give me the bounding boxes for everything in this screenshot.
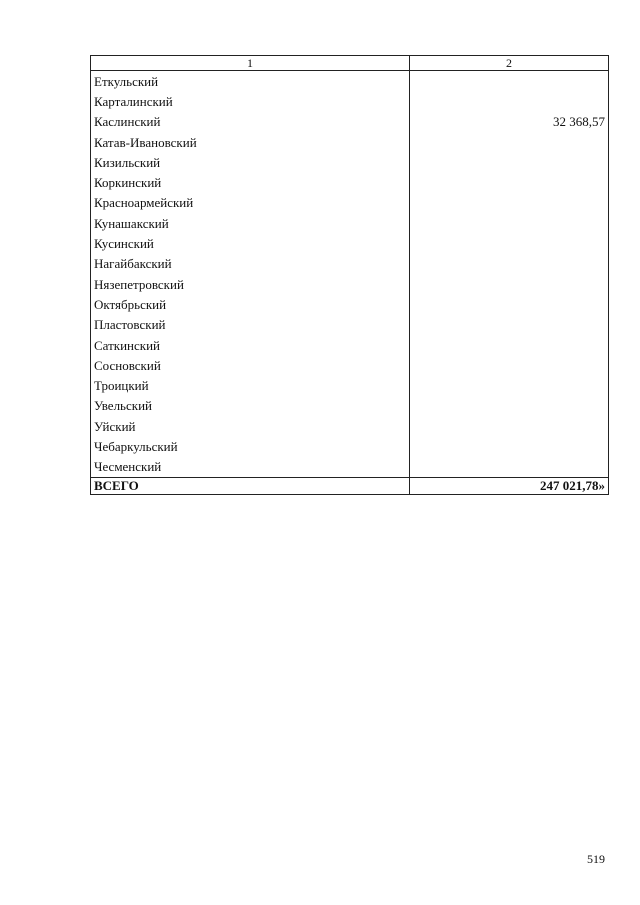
district-value xyxy=(410,436,609,456)
header-row xyxy=(91,56,609,71)
district-value xyxy=(410,274,609,294)
district-name: Карталинский xyxy=(91,91,410,111)
district-value xyxy=(410,254,609,274)
table-row xyxy=(91,396,609,416)
district-name: Саткинский xyxy=(91,335,410,355)
district-value xyxy=(410,213,609,233)
district-name: Троицкий xyxy=(91,375,410,395)
district-value xyxy=(410,294,609,314)
table-row xyxy=(91,315,609,335)
district-name: Катав-Ивановский xyxy=(91,132,410,152)
table-row xyxy=(91,355,609,375)
district-value xyxy=(410,416,609,436)
district-value xyxy=(410,132,609,152)
district-value xyxy=(410,375,609,395)
district-value xyxy=(410,355,609,375)
district-name: Октябрьский xyxy=(91,294,410,314)
district-name: Сосновский xyxy=(91,355,410,375)
district-name: Нязепетровский xyxy=(91,274,410,294)
table-row xyxy=(91,274,609,294)
district-value xyxy=(410,335,609,355)
district-name: Уйский xyxy=(91,416,410,436)
district-name: Чебаркульский xyxy=(91,436,410,456)
table-header xyxy=(91,56,609,71)
table-row xyxy=(91,233,609,253)
district-name: Каслинский xyxy=(91,112,410,132)
district-value xyxy=(410,315,609,335)
table-row xyxy=(91,193,609,213)
district-name: Еткульский xyxy=(91,71,410,92)
district-name: Кунашакский xyxy=(91,213,410,233)
table-row xyxy=(91,71,609,92)
district-name: Увельский xyxy=(91,396,410,416)
table-row xyxy=(91,375,609,395)
table-row xyxy=(91,152,609,172)
district-name: Пластовский xyxy=(91,315,410,335)
district-value: 32 368,57 xyxy=(410,112,609,132)
district-name: Кизильский xyxy=(91,152,410,172)
table-row xyxy=(91,335,609,355)
table-row xyxy=(91,436,609,456)
table-body xyxy=(91,71,609,478)
district-value xyxy=(410,172,609,192)
column-header-1: 1 xyxy=(91,56,410,71)
table-row xyxy=(91,457,609,478)
district-name: Кусинский xyxy=(91,233,410,253)
column-header-2: 2 xyxy=(410,56,609,71)
district-value xyxy=(410,152,609,172)
table-row xyxy=(91,213,609,233)
district-value xyxy=(410,396,609,416)
budget-table xyxy=(90,55,609,495)
district-value xyxy=(410,457,609,478)
district-value xyxy=(410,233,609,253)
table-row xyxy=(91,132,609,152)
total-value: 247 021,78» xyxy=(410,477,609,494)
table-row xyxy=(91,254,609,274)
table-row xyxy=(91,112,609,132)
table-row xyxy=(91,416,609,436)
district-name: Коркинский xyxy=(91,172,410,192)
table-row xyxy=(91,172,609,192)
table-row xyxy=(91,91,609,111)
page-number: 519 xyxy=(587,852,605,866)
district-name: Красноармейский xyxy=(91,193,410,213)
district-name: Чесменский xyxy=(91,457,410,478)
table-row xyxy=(91,294,609,314)
table-footer xyxy=(91,477,609,494)
total-row xyxy=(91,477,609,494)
total-label: ВСЕГО xyxy=(91,477,410,494)
district-value xyxy=(410,71,609,92)
district-value xyxy=(410,91,609,111)
district-value xyxy=(410,193,609,213)
district-name: Нагайбакский xyxy=(91,254,410,274)
